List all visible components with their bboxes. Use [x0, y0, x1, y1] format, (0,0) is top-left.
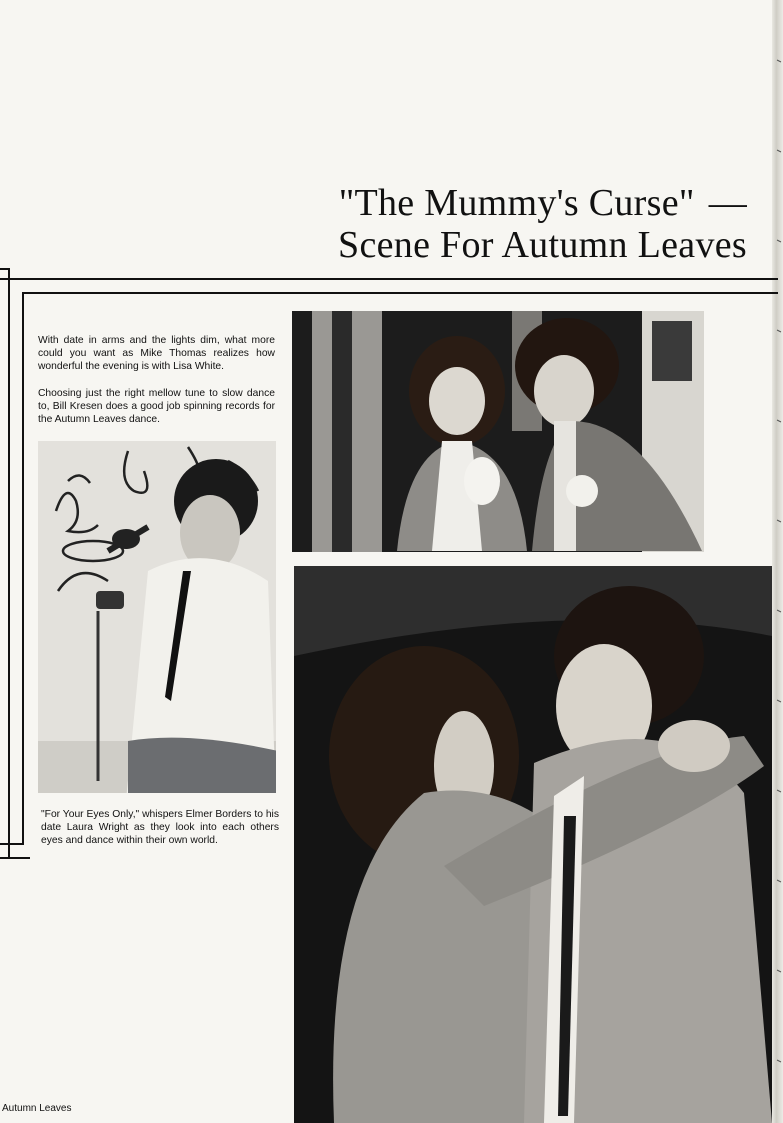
caption-mellow-tune: Choosing just the right mellow tune to slow dance to, Bill Kresen does a good job spinning records for the Autumn Leaves dance. — [38, 388, 275, 425]
title-line-2: Scene For Autumn Leaves — [338, 224, 747, 266]
top-rule-outer — [0, 278, 778, 280]
title-dash: — — [708, 182, 747, 224]
photo-dj-microphone — [38, 441, 276, 793]
caption-eyes-only: "For Your Eyes Only," whispers Elmer Borders to his date Laura Wright as they look into each others eyes and dance within their own world. — [41, 809, 279, 846]
title-line-1: "The Mummy's Curse" — [338, 182, 695, 224]
binding-edge-marks — [775, 0, 783, 1123]
page-title — [187, 182, 747, 266]
page-footer: Autumn Leaves — [2, 1103, 72, 1114]
caption-date-in-arms: With date in arms and the lights dim, what more could you want as Mike Thomas realizes how wonderful the evening is with Lisa White. — [38, 335, 275, 372]
photo-couple-dancing — [294, 566, 772, 1123]
left-bracket-bottom-inner — [0, 843, 24, 845]
left-bracket-top — [0, 268, 10, 270]
top-rule-inner — [22, 292, 778, 294]
photo-couple-watching — [292, 311, 704, 552]
left-bracket-outer — [8, 268, 10, 858]
left-bracket-inner — [22, 292, 24, 844]
left-bracket-bottom-outer — [0, 857, 30, 859]
